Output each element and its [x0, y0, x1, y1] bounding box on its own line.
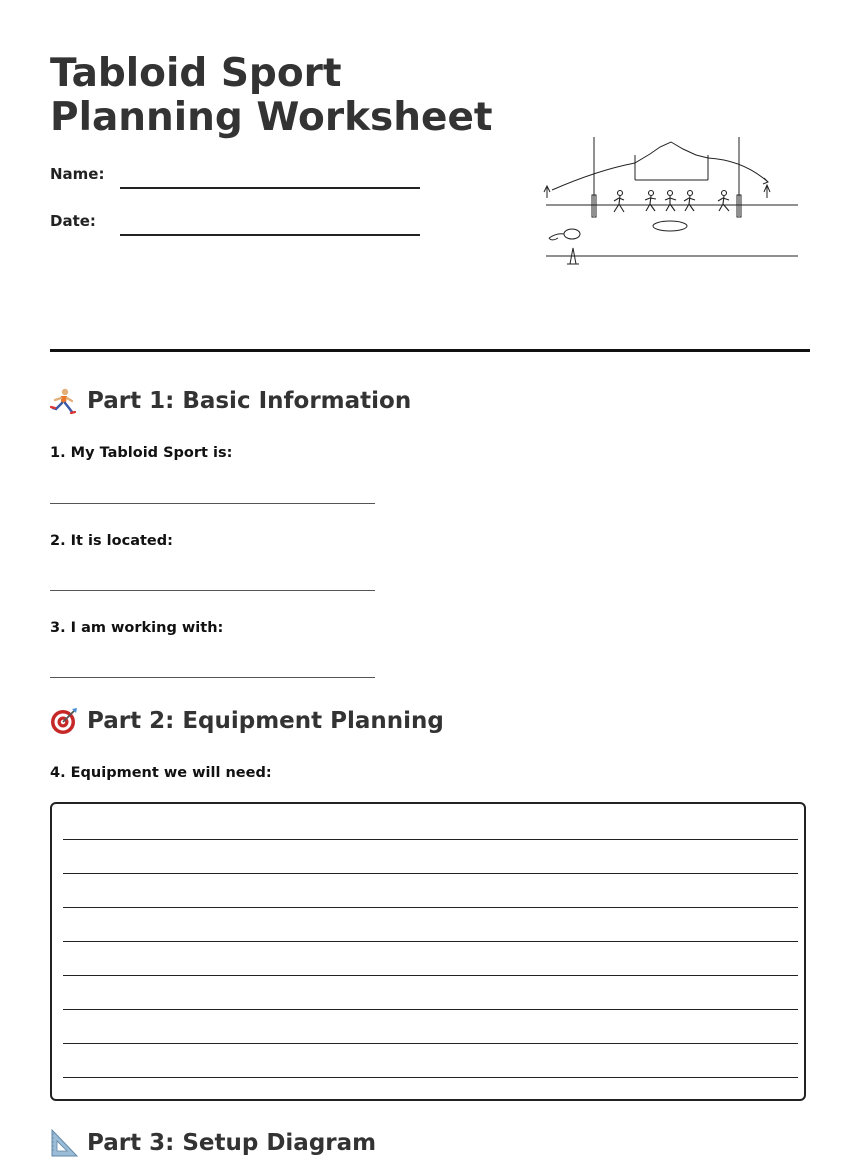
equipment-line[interactable] — [63, 873, 798, 874]
part3-heading — [50, 1129, 376, 1157]
part1-heading-text: Part 1: Basic Information — [87, 388, 412, 414]
question-2-label: 2. It is located: — [50, 533, 173, 549]
runner-icon — [50, 387, 78, 415]
equipment-line[interactable] — [63, 941, 798, 942]
equipment-line[interactable] — [63, 1043, 798, 1044]
question-3-answer-line[interactable] — [50, 677, 375, 678]
question-1-answer-line[interactable] — [50, 503, 375, 504]
set-square-icon — [50, 1129, 78, 1157]
rugby-field-illustration — [538, 130, 800, 270]
equipment-line[interactable] — [63, 839, 798, 840]
equipment-list-box[interactable] — [50, 802, 806, 1101]
header-divider — [50, 349, 810, 352]
equipment-line[interactable] — [63, 907, 798, 908]
part2-heading — [50, 707, 444, 735]
date-field[interactable] — [120, 234, 420, 236]
question-4-label: 4. Equipment we will need: — [50, 765, 272, 781]
part3-heading-text: Part 3: Setup Diagram — [87, 1130, 377, 1156]
equipment-line[interactable] — [63, 1009, 798, 1010]
page-title: Tabloid Sport Planning Worksheet — [50, 51, 493, 140]
equipment-line[interactable] — [63, 975, 798, 976]
date-label: Date: — [50, 212, 96, 230]
question-2-answer-line[interactable] — [50, 590, 375, 591]
part1-heading — [50, 387, 411, 415]
part2-heading-text: Part 2: Equipment Planning — [87, 708, 444, 734]
equipment-line[interactable] — [63, 1077, 798, 1078]
target-dart-icon — [50, 707, 78, 735]
name-field[interactable] — [120, 187, 420, 189]
question-3-label: 3. I am working with: — [50, 620, 224, 636]
name-label: Name: — [50, 165, 105, 183]
question-1-label: 1. My Tabloid Sport is: — [50, 445, 233, 461]
